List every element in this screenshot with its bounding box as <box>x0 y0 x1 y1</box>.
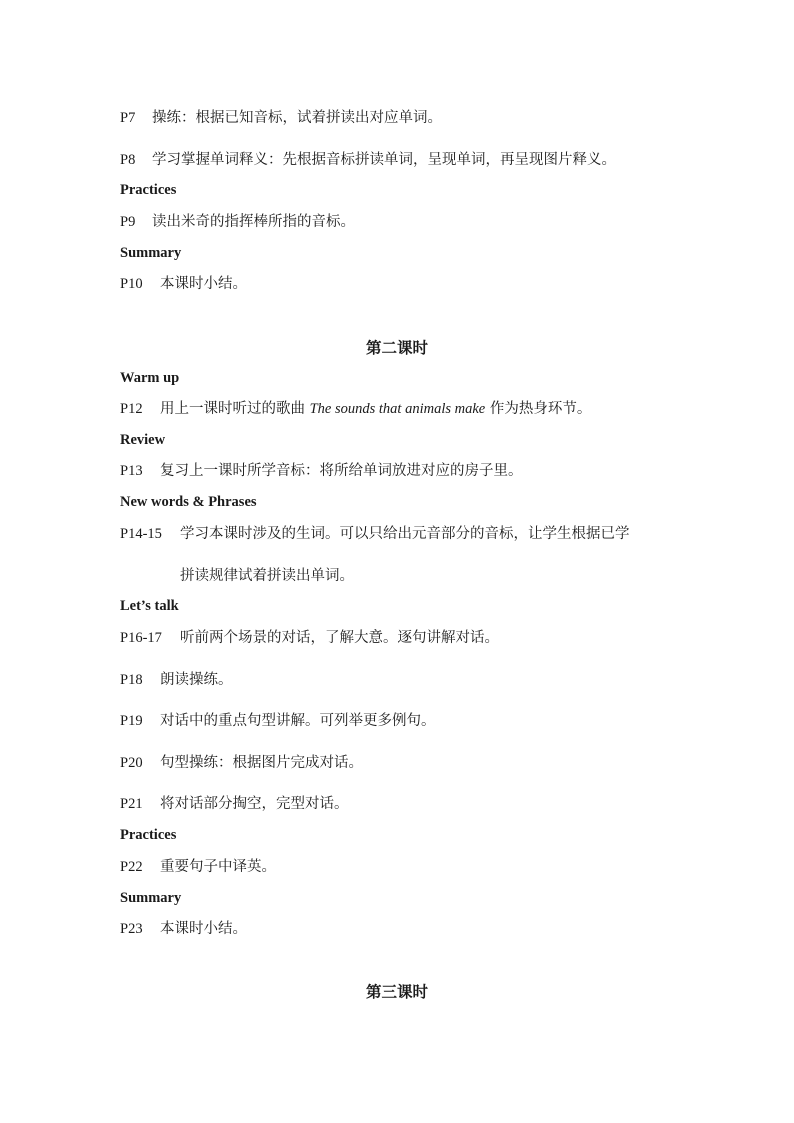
item-code: P18 <box>120 672 143 688</box>
item-text: 复习上一课时所学音标：将所给单词放进对应的房子里。 <box>160 463 523 479</box>
item-p22 <box>120 857 276 877</box>
item-code: P19 <box>120 713 143 729</box>
section-heading-review: Review <box>120 432 166 448</box>
item-code: P12 <box>120 401 143 417</box>
item-code: P21 <box>120 796 143 812</box>
item-text: 作为热身环节。 <box>485 401 592 417</box>
item-text: 句型操练：根据图片完成对话。 <box>160 755 363 771</box>
song-title: The sounds that animals make <box>309 401 486 417</box>
item-p13 <box>120 461 523 481</box>
item-code: P13 <box>120 463 143 479</box>
item-code: P7 <box>120 110 136 126</box>
item-text: 本课时小结。 <box>160 276 247 292</box>
item-text: 将对话部分掏空，完型对话。 <box>160 796 349 812</box>
item-text: 对话中的重点句型讲解。可列举更多例句。 <box>160 713 436 729</box>
item-code: P23 <box>120 921 143 937</box>
item-text: 朗读操练。 <box>160 672 233 688</box>
item-code: P22 <box>120 859 143 875</box>
item-code: P8 <box>120 152 136 168</box>
item-text: 重要句子中译英。 <box>160 859 276 875</box>
lesson-title: 第二课时 <box>365 339 428 357</box>
section-heading-practices: Practices <box>120 182 177 198</box>
item-p19 <box>120 711 436 731</box>
item-code: P14-15 <box>120 526 162 542</box>
item-text: 读出米奇的指挥棒所指的音标。 <box>152 214 355 230</box>
item-p8 <box>120 150 616 170</box>
lesson-title: 第三课时 <box>365 983 428 1001</box>
section-heading-lets-talk: Let’s talk <box>120 598 179 614</box>
item-p14-15 <box>120 524 630 544</box>
item-p20 <box>120 753 363 773</box>
item-p16-17 <box>120 628 499 648</box>
item-p23 <box>120 919 247 939</box>
item-code: P20 <box>120 755 143 771</box>
item-p18 <box>120 670 233 690</box>
item-p10 <box>120 274 247 294</box>
item-p14-15-continued: 拼读规律试着拼读出单词。 <box>180 568 354 584</box>
item-code: P10 <box>120 276 143 292</box>
section-heading-summary: Summary <box>120 245 182 261</box>
item-code: P16-17 <box>120 630 162 646</box>
item-text: 学习掌握单词释义：先根据音标拼读单词，呈现单词，再呈现图片释义。 <box>152 152 616 168</box>
section-heading-new-words: New words & Phrases <box>120 494 257 510</box>
item-p21 <box>120 794 349 814</box>
item-text: 学习本课时涉及的生词。可以只给出元音部分的音标，让学生根据已学 <box>180 526 630 542</box>
item-text: 听前两个场景的对话，了解大意。逐句讲解对话。 <box>180 630 499 646</box>
item-text: 用上一课时听过的歌曲 <box>160 401 310 417</box>
section-heading-warm-up: Warm up <box>120 370 180 386</box>
item-text: 本课时小结。 <box>160 921 247 937</box>
section-heading-summary: Summary <box>120 890 182 906</box>
section-heading-practices: Practices <box>120 827 177 843</box>
item-text: 操练：根据已知音标，试着拼读出对应单词。 <box>152 110 442 126</box>
item-p7 <box>120 108 442 128</box>
item-p12 <box>120 399 591 419</box>
item-p9 <box>120 212 355 232</box>
item-code: P9 <box>120 214 136 230</box>
